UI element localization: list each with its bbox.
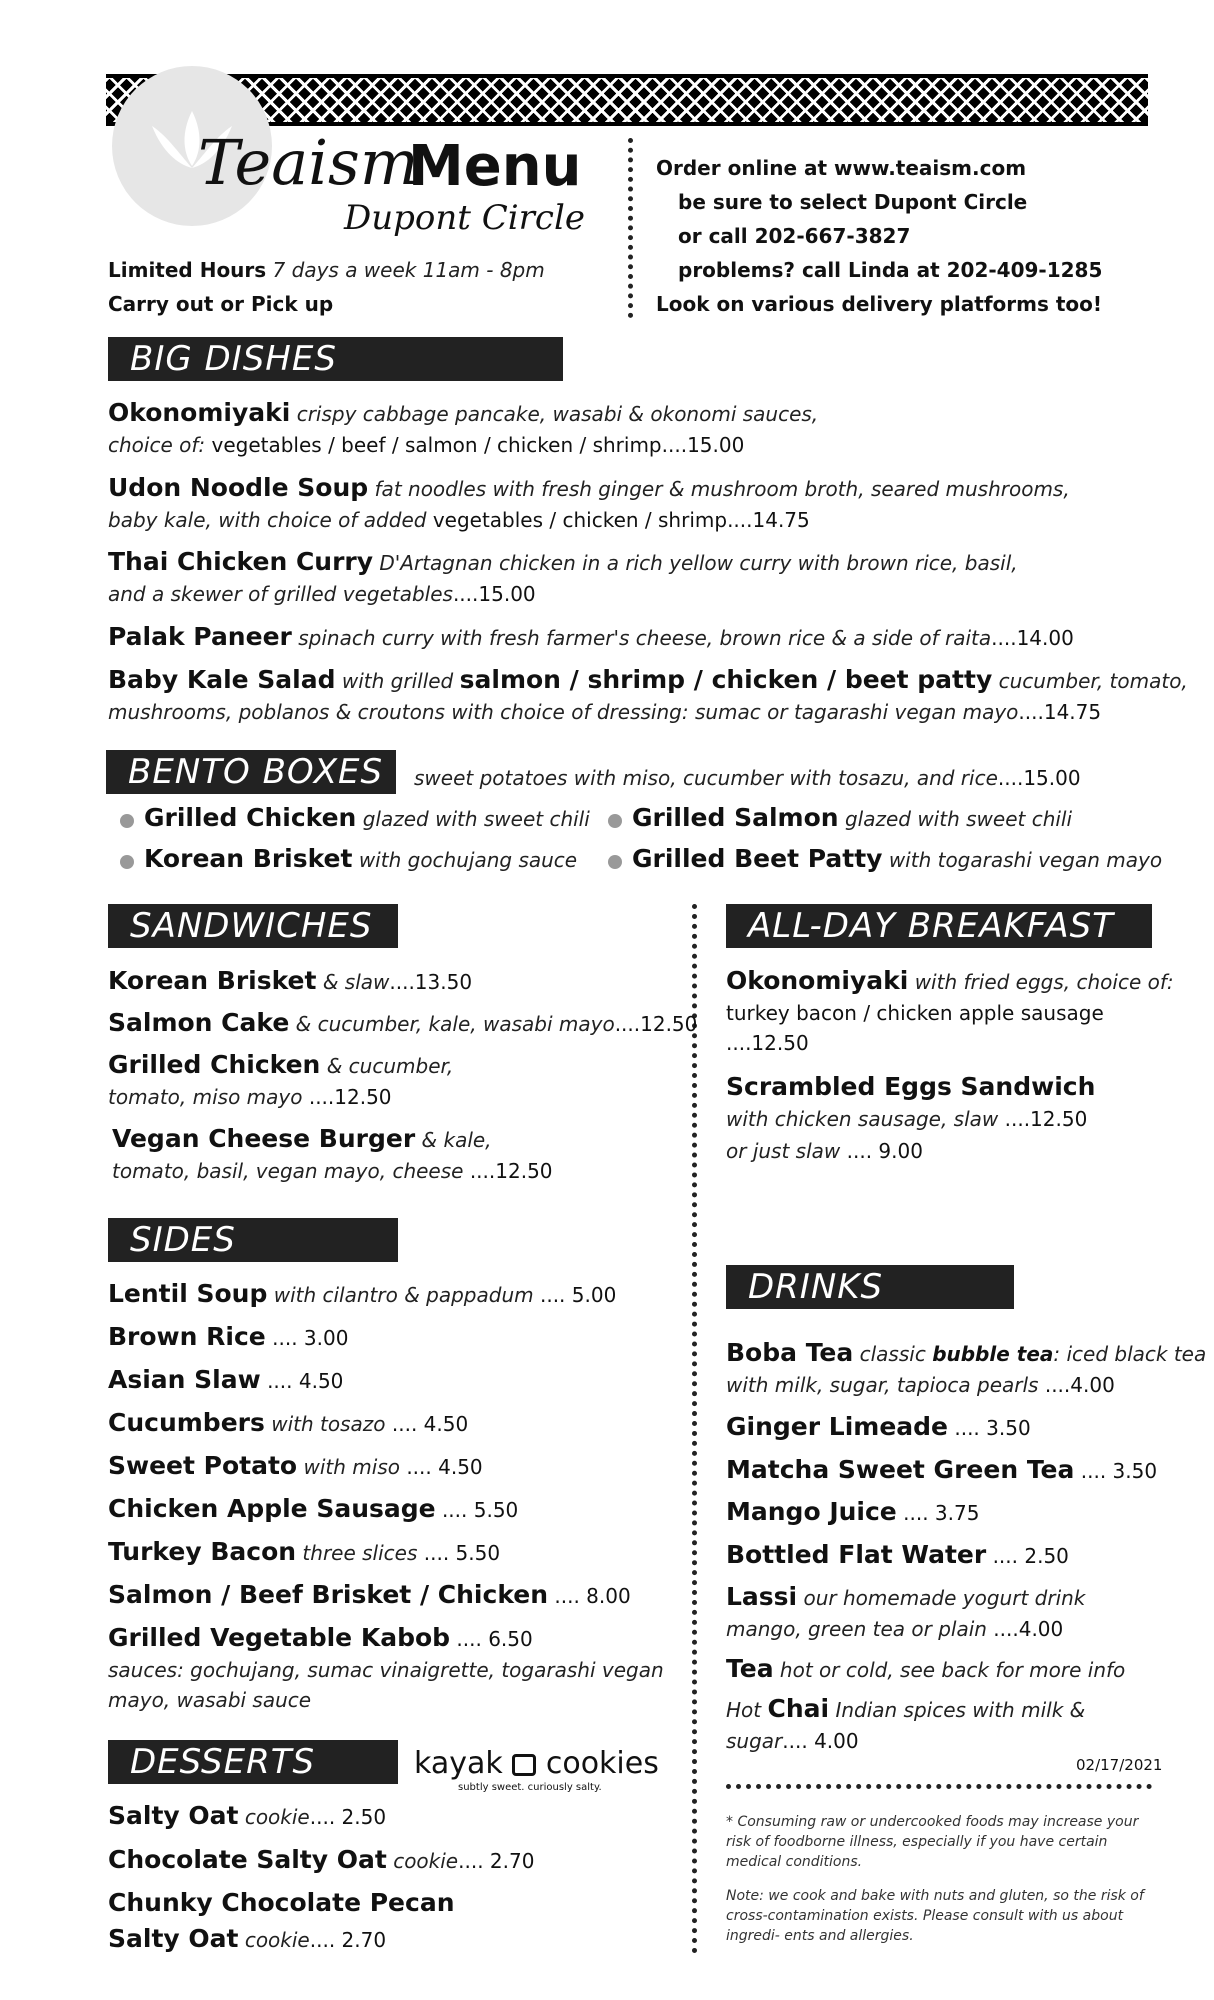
cookie-box-icon [512,1754,536,1776]
section-big-dishes: BIG DISHES [108,337,563,381]
list-item: Grilled Chicken & cucumber, [108,1050,454,1079]
list-item: Vegan Cheese Burger & kale, [112,1124,492,1153]
list-item: ....12.50 [726,1031,809,1055]
list-item: Korean Brisket with gochujang sauce [120,844,577,875]
service: Carry out or Pick up [108,292,334,316]
list-item: Lassi our homemade yogurt drink [726,1582,1086,1611]
list-item: Palak Paneer spinach curry with fresh farmer's cheese, brown rice & a side of raita....14.00 [108,622,1074,651]
location: Dupont Circle [344,198,585,238]
list-item: Grilled Beet Patty with togarashi vegan mayo [608,844,1162,875]
section-desserts: DESSERTS [108,1740,398,1784]
list-item: tomato, miso mayo ....12.50 [108,1085,392,1109]
list-item: Mango Juice .... 3.75 [726,1497,980,1526]
list-item: Cucumbers with tosazo .... 4.50 [108,1408,469,1437]
list-item: turkey bacon / chicken apple sausage [726,1001,1104,1025]
list-item: with milk, sugar, tapioca pearls ....4.00 [726,1373,1115,1397]
list-item: Grilled Vegetable Kabob .... 6.50 [108,1623,533,1652]
divider [628,138,633,318]
list-item: Salmon / Beef Brisket / Chicken .... 8.00 [108,1580,631,1609]
list-item: choice of: vegetables / beef / salmon / chicken / shrimp....15.00 [108,433,745,457]
section-breakfast: ALL-DAY BREAKFAST [726,904,1152,948]
bullet-icon [608,814,622,828]
order-line-5: Look on various delivery platforms too! [656,292,1102,316]
date: 02/17/2021 [1076,1756,1163,1774]
allergy-notice: Note: we cook and bake with nuts and gluten, so the risk of cross-contamination exists. Please consult with us about ingredi- ents and allergies. [726,1888,1144,1944]
list-item: Okonomiyaki with fried eggs, choice of: [726,966,1174,995]
list-item: Hot Chai Indian spices with milk & [726,1694,1086,1723]
list-item: tomato, basil, vegan mayo, cheese ....12.50 [112,1159,553,1183]
list-item: Asian Slaw .... 4.50 [108,1365,344,1394]
order-line-1: Order online at www.teaism.com [656,156,1027,180]
list-item: Bottled Flat Water .... 2.50 [726,1540,1069,1569]
list-item: mushrooms, poblanos & croutons with choice of dressing: sumac or tagarashi vegan mayo....14.75 [108,700,1102,724]
list-item: sugar.... 4.00 [726,1729,859,1753]
raw-food-notice: * Consuming raw or undercooked foods may increase your risk of foodborne illness, especially if you have certain medical conditions. [726,1814,1139,1870]
sauces-line-1: sauces: gochujang, sumac vinaigrette, togarashi vegan [108,1658,664,1682]
order-line-4: problems? call Linda at 202-409-1285 [678,258,1103,282]
list-item: Udon Noodle Soup fat noodles with fresh ginger & mushroom broth, seared mushrooms, [108,473,1070,502]
order-line-3: or call 202-667-3827 [678,224,911,248]
list-item: Korean Brisket & slaw....13.50 [108,966,473,995]
list-item: Sweet Potato with miso .... 4.50 [108,1451,483,1480]
list-item: Scrambled Eggs Sandwich [726,1072,1096,1101]
section-drinks: DRINKS [726,1265,1014,1309]
list-item: Chicken Apple Sausage .... 5.50 [108,1494,519,1523]
list-item: Salmon Cake & cucumber, kale, wasabi mayo....12.50 [108,1008,698,1037]
list-item: Salty Oat cookie.... 2.50 [108,1801,387,1830]
list-item: Tea hot or cold, see back for more info [726,1654,1126,1683]
list-item: Matcha Sweet Green Tea .... 3.50 [726,1455,1158,1484]
hours: Limited Hours 7 days a week 11am - 8pm [108,258,545,282]
bullet-icon [120,855,134,869]
sauces-line-2: mayo, wasabi sauce [108,1688,312,1712]
list-item: Brown Rice .... 3.00 [108,1322,349,1351]
list-item: Lentil Soup with cilantro & pappadum .... 5.00 [108,1279,617,1308]
section-sandwiches: SANDWICHES [108,904,398,948]
list-item: Salty Oat cookie.... 2.70 [108,1924,387,1953]
list-item: Chunky Chocolate Pecan [108,1888,455,1917]
list-item: Turkey Bacon three slices .... 5.50 [108,1537,501,1566]
section-sides: SIDES [108,1218,398,1262]
list-item: Chocolate Salty Oat cookie.... 2.70 [108,1845,535,1874]
bullet-icon [120,814,134,828]
brand-tagline: subtly sweet. curiously salty. [458,1782,602,1793]
list-item: Okonomiyaki crispy cabbage pancake, wasabi & okonomi sauces, [108,398,819,427]
title-script: Teaism [198,126,419,199]
list-item: mango, green tea or plain ....4.00 [726,1617,1064,1641]
list-item: Thai Chicken Curry D'Artagnan chicken in a rich yellow curry with brown rice, basil, [108,547,1018,576]
list-item: or just slaw .... 9.00 [726,1139,923,1163]
order-line-2: be sure to select Dupont Circle [678,190,1028,214]
list-item: Boba Tea classic bubble tea: iced black tea [726,1338,1207,1367]
divider [726,1784,1152,1789]
list-item: Grilled Salmon glazed with sweet chili [608,803,1072,834]
list-item: Ginger Limeade .... 3.50 [726,1412,1031,1441]
section-bento-boxes: BENTO BOXES [106,750,396,794]
bento-subtitle: sweet potatoes with miso, cucumber with tosazu, and rice....15.00 [414,766,1081,790]
list-item: baby kale, with choice of added vegetables / chicken / shrimp....14.75 [108,508,810,532]
list-item: Grilled Chicken glazed with sweet chili [120,803,590,834]
bullet-icon [608,855,622,869]
title-bold: Menu [408,134,582,199]
kayak-cookies-logo: kayak cookies [414,1746,659,1781]
column-divider [692,904,697,1954]
list-item: Baby Kale Salad with grilled salmon / shrimp / chicken / beet patty cucumber, tomato, [108,665,1188,694]
list-item: and a skewer of grilled vegetables....15.00 [108,582,536,606]
list-item: with chicken sausage, slaw ....12.50 [726,1107,1088,1131]
